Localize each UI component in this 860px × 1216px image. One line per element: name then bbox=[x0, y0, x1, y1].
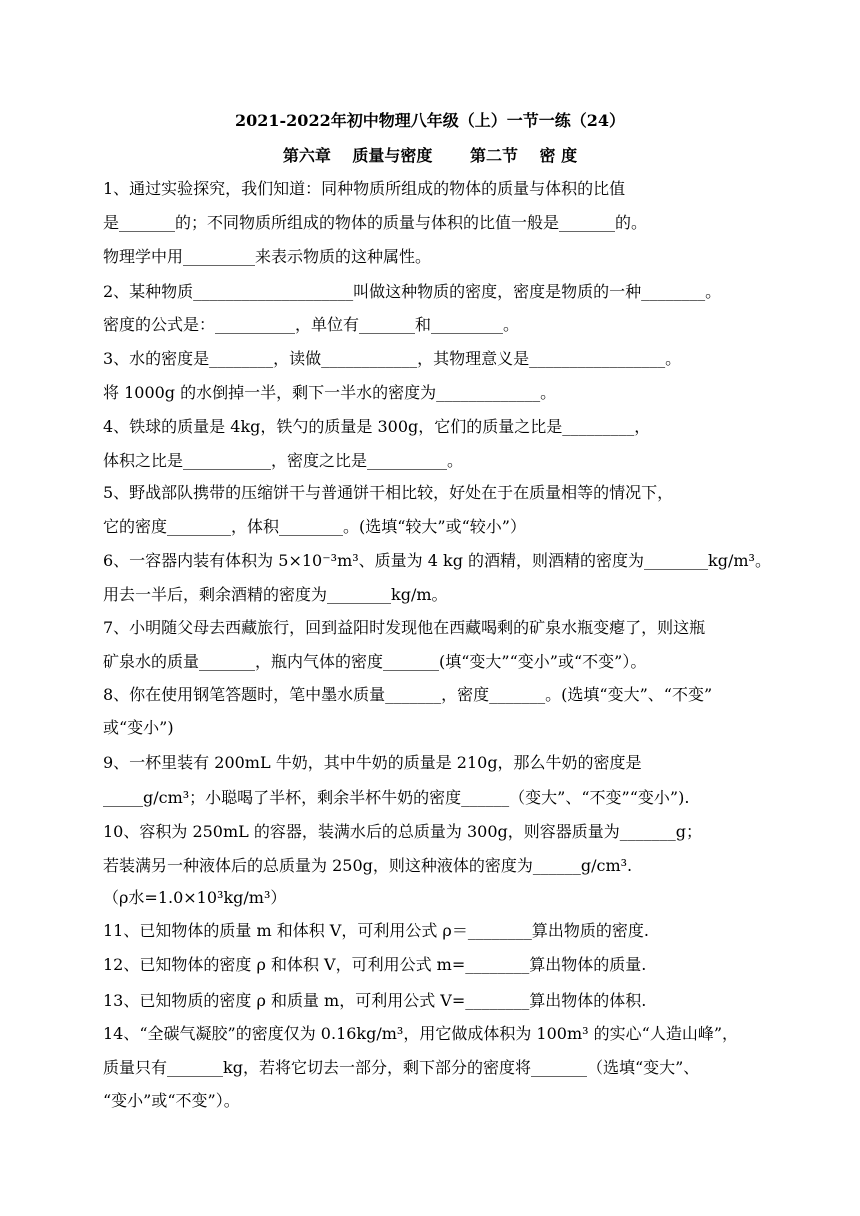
question-9-line-1: 9、一杯里装有 200mL 牛奶，其中牛奶的质量是 210g，那么牛奶的密度是 bbox=[103, 753, 642, 772]
question-8-line-2: 或“变小”) bbox=[103, 718, 174, 737]
question-4-line-1: 4、铁球的质量是 4kg，铁勺的质量是 300g，它们的质量之比是_________， bbox=[103, 417, 651, 436]
question-9-line-2: _____g/cm³；小聪喝了半杯，剩余半杯牛奶的密度______（变大”、“不变”“变小”). bbox=[103, 788, 690, 807]
question-5-line-2: 它的密度________，体积________。(选填“较大”或“较小”） bbox=[103, 517, 526, 536]
question-1-line-3: 物理学中用_________来表示物质的这种属性。 bbox=[103, 247, 432, 266]
question-4-line-2: 体积之比是___________，密度之比是__________。 bbox=[103, 451, 464, 470]
question-14-line-2: 质量只有_______kg，若将它切去一部分，剩下部分的密度将_______（选填“变大”、 bbox=[103, 1058, 700, 1077]
question-1-line-1: 1、通过实验探究，我们知道：同种物质所组成的物体的质量与体积的比值 bbox=[103, 179, 626, 198]
question-11: 11、已知物体的质量 m 和体积 V，可利用公式 ρ＝________算出物质的密度. bbox=[103, 921, 649, 940]
question-8-line-1: 8、你在使用钢笔答题时，笔中墨水质量_______，密度_______。(选填“变大”、“不变” bbox=[103, 685, 713, 704]
question-14-line-1: 14、“全碳气凝胶”的密度仅为 0.16kg/m³，用它做成体积为 100m³ 的实心“人造山峰”， bbox=[103, 1024, 739, 1043]
question-13: 13、已知物质的密度 ρ 和质量 m，可利用公式 V=________算出物体的体积. bbox=[103, 991, 647, 1010]
question-7-line-2: 矿泉水的质量_______，瓶内气体的密度_______(填“变大”“变小”或“不变”）。 bbox=[103, 652, 647, 671]
question-2-line-1: 2、某种物质____________________叫做这种物质的密度，密度是物质的一种________。 bbox=[103, 282, 722, 301]
question-3-line-2: 将 1000g 的水倒掉一半，剩下一半水的密度为_____________。 bbox=[103, 383, 557, 402]
question-3-line-1: 3、水的密度是________，读做____________，其物理意义是_________________。 bbox=[103, 349, 682, 368]
question-10-hint: （ρ水=1.0×10³kg/m³） bbox=[103, 888, 287, 907]
document-title: 2021-2022年初中物理八年级（上）一节一练（24） bbox=[235, 111, 625, 130]
question-7-line-1: 7、小明随父母去西藏旅行，回到益阳时发现他在西藏喝剩的矿泉水瓶变瘪了，则这瓶 bbox=[103, 618, 706, 637]
question-1-line-2: 是_______的；不同物质所组成的物体的质量与体积的比值一般是_______的。 bbox=[103, 213, 648, 232]
question-14-line-3: “变小”或“不变”）。 bbox=[103, 1091, 240, 1110]
question-12: 12、已知物体的密度 ρ 和体积 V，可利用公式 m=________算出物体的质量. bbox=[103, 955, 647, 974]
chapter-subtitle: 第六章 质量与密度 第二节 密 度 bbox=[282, 146, 578, 165]
question-10-line-2: 若装满另一种液体后的总质量为 250g，则这种液体的密度为______g/cm³. bbox=[103, 856, 633, 875]
question-2-line-2: 密度的公式是：__________，单位有_______和_________。 bbox=[103, 315, 520, 334]
question-6-line-1: 6、一容器内装有体积为 5×10⁻³m³、质量为 4 kg 的酒精，则酒精的密度为________kg/m³。 bbox=[103, 551, 771, 570]
question-5-line-1: 5、野战部队携带的压缩饼干与普通饼干相比较，好处在于在质量相等的情况下， bbox=[103, 483, 674, 502]
question-6-line-2: 用去一半后，剩余酒精的密度为________kg/m。 bbox=[103, 585, 448, 604]
question-10-line-1: 10、容积为 250mL 的容器，装满水后的总质量为 300g，则容器质量为_______g； bbox=[103, 822, 702, 841]
